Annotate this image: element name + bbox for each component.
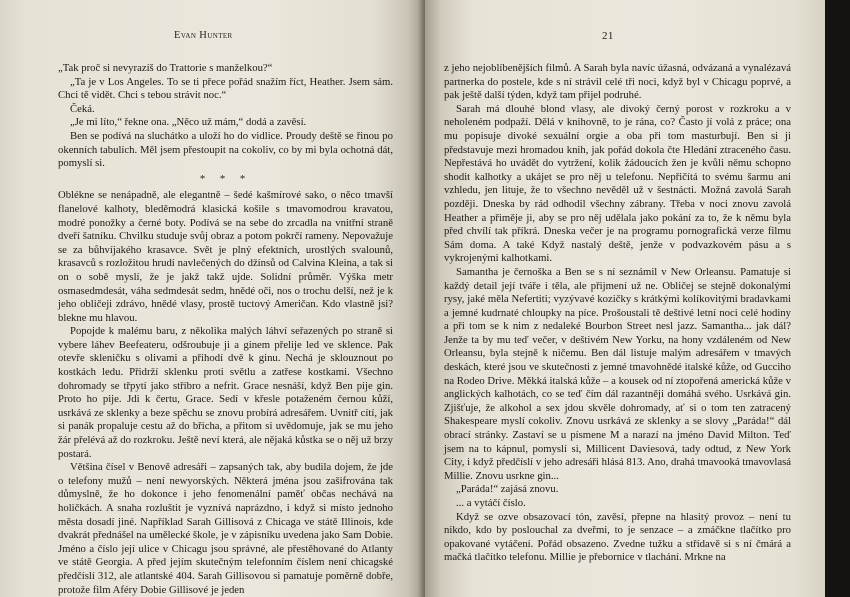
paragraph: ... a vytáčí číslo. <box>456 497 526 509</box>
paragraph: „Tak proč si nevyrazíš do Trattorie s manželkou?“ <box>58 62 273 74</box>
right-page <box>425 0 825 597</box>
paragraph: Ben se podívá na sluchátko a uloží ho do vidlice. Proudy deště se řinou po okenních tabulích. Měl jsem přestoupit na cokoliv, co by mi byla ochotná dát, pomyslí si. <box>58 129 393 170</box>
paragraph: Oblékne se nenápadně, ale elegantně – šedé kašmírové sako, o něco tmavší flanelové kalhoty, bleděmodrá klasická košile s tmavomodrou kravatou, modré ponožky a černé boty. Podívá se na sebe do zrcadla na vnitřní straně dveří šatníku. Chvilku studuje svůj obraz a potom pokrčí rameny. Nepovažuje se za bůhvíjakého krasavce. Svět je plný efektních, urostlých svalounů, krasavců s rozložitou hrudí navlečených do džínsů od Calvina Kleina, a tak si on o sobě myslí, že je jakž takž ujde. Solidní průměr. Výška metr osmasedmdesát, váha sedmdesát sedm, hnědé oči, nos o trochu delší, než je k jeho obličeji zdrávo, hnědé vlasy, prostě tuctový Američan. Kdo vlastně jsi? blekne mu hlavou. <box>58 189 393 324</box>
right-page-text <box>444 62 791 565</box>
paragraph: Popojde k malému baru, z několika malých láhví seřazených po straně si vybere láhev Beefeateru, odšroubuje ji a ginem přelije led ve sklence. Pak otevře skleničku s olivami a přihodí dvě k ginu. Nechá je sklouznout po kostkách ledu. Přidrží sklenku proti světlu a zatřese kostkami. Všechno dohromady se třpytí jako stříbro a nefrit. Grace nesnáší, když Ben pije gin. Proto ho pije. Jdi k čertu, Grace. Sedí v křesle potaženém černou kůží, usrkává ze sklenky a beze spěchu se znovu probírá adresářem. Uvnitř cítí, jak si panák propaluje cestu až do břicha, a přitom si uvědomuje, jak se mu jeho žár přelévá až do rozkroku. Ještě neví která, ale nějaká kůstka se o něj už brzy postará. <box>58 325 393 460</box>
paragraph: Sarah má dlouhé blond vlasy, ale divoký černý porost v rozkroku a v neholeném podpaží. Dělá v knihovně, to je rána, co? Často jí volá z práce; ona mu popisuje divoké sexuální orgie a oba při tom masturbují. Ben si ji představuje mezi hromadou knih, jak pořád dokola čte Hledání ztraceného času. Nepřestává ho uvádět do vytržení, kolik žádoucích žen je kvůli němu schopno shodit kalhotky a ukájet se pro něj u telefonu. Nepřičítá to svému šarmu ani vzhledu, jen lituje, že to všechno nevěděl už v šestnácti. Možná zavolá Sarah později. Dneska by rád odhodil všechny zábrany. Třeba v noci znovu zavolá Heather a přiměje ji, aby se pro něj udělala jako pokání za to, že k němu byla před chvílí tak příkrá. Dneska večer je na programu pornografická verze filmu Sám doma. A také Když nastalý deště, jenže v podvazkovém pásu a s vykrojenými kalhotkami. <box>444 102 791 265</box>
paragraph: z jeho nejoblíbenějších filmů. A Sarah byla navíc úžasná, odvázaná a vynalézavá partnerka do postele, kde s ní strávil celé tři noci, když byl v Chicagu poprvé, a pak ještě další týden, když tam přijel podruhé. <box>444 62 791 102</box>
paragraph: „Je mi líto,“ řekne ona. „Něco už mám,“ dodá a zavěsí. <box>70 116 307 129</box>
paragraph: Většina čísel v Benově adresáři – zapsaných tak, aby budila dojem, že jde o telefony mužů – není newyorských. Některá jména jsou zašifrována tak důmyslně, že ho dokonce i jeho fenomenální paměť občas nechává na holičkách. A snaha rozluštit je vyznívá naprázdno, i když si místo jednoho města dosadí jiné. Například Sarah Gillisová z Chicaga ve státě Illinois, kde dvakrát přednášel na umělecké škole, je v zápisníku uvedena jako Sam Dobie. Jméno a číslo její ulice v Chicagu jsou správné, ale přestěhované do Atlanty ve státě Georgia. A před jejím skutečným telefonním číslem není chicagské předčíslí 312, ale atlantské 404. Sarah Gillisovou si pamatuje poměrně dobře, protože film Aféry Dobie Gillisové je jeden <box>58 461 393 596</box>
paragraph: Když se ozve obsazovací tón, zavěsí, přepne na hlasitý provoz – není tu nikdo, kdo by poslouchal za dveřmi, to je senzace – a zmáčkne tlačítko pro opakované vytáčení. Pořád obsazeno. Zvedne tužku a střídavě si s ní čmárá a mačká tlačítko telefonu. Millie je přebornice v tlachání. Mrkne na <box>444 510 791 564</box>
paragraph: „Paráda!“ zajásá znovu. <box>456 483 559 496</box>
paragraph: „Ta je v Los Angeles. To se ti přece pořád snažím říct, Heather. Jsem sám. Chci tě vidět. Chci s tebou strávit noc.“ <box>58 75 393 102</box>
page-number: 21 <box>602 30 614 42</box>
book-edge-shadow <box>825 0 850 597</box>
section-break: * * * <box>199 172 252 185</box>
running-head: Evan Hunter <box>174 30 233 41</box>
paragraph: Čeká. <box>70 102 95 115</box>
left-page-text <box>58 62 393 597</box>
paragraph: Samantha je černoška a Ben se s ní seznámil v New Orleansu. Pamatuje si každý detail její tváře i těla, ale přijmení už ne. Obličej se stejně dokonalými rysy, jaké měla Nefertiti; vyzývavé kozičky s krátkými kolíkovitými bradavkami a jemné kudrnaté chloupky na píce. Prošoustali tě deštivé letní noci celé hodiny a při tom se k nim z nedaleké Bourbon Street nesl jazz. Samantha... jak dál? Jenže ta by mu teď večer, v deštivém New Yorku, na hony vzdáleném od New Orleansu, byla stejně k ničemu. Ben dál listuje malým adresářem v tmavých deskách, které jsou ve skutečnosti z jemné tmavohnědé italské kůže, od Gucciho na Rodeo Drive. Měkká italská kůže – a kousek od ní ztopořená americká kůže v anglických kalhotách, co se teď čím dál razantněji domáhá svého. Usrkává gin. Zjišťuje, že alkohol a sex jdou skvěle dohromady, ať si o tom ten zatracený Shakespeare myslí cokoliv. Znovu usrkává ze sklenky a se slovy „Paráda!“ dál obrací stránky. Zastaví se u písmene M a narazí na jméno David Milton. Teď jsem na to kápnul, pomyslí si, Millicent Daviesová, tady odtud, z New York City, i když předčíslí v jeho adresáři hlásá 813. Ano, drahá tmavooká tmavovlasá Millie. Znovu usrkne gin... <box>444 265 791 482</box>
